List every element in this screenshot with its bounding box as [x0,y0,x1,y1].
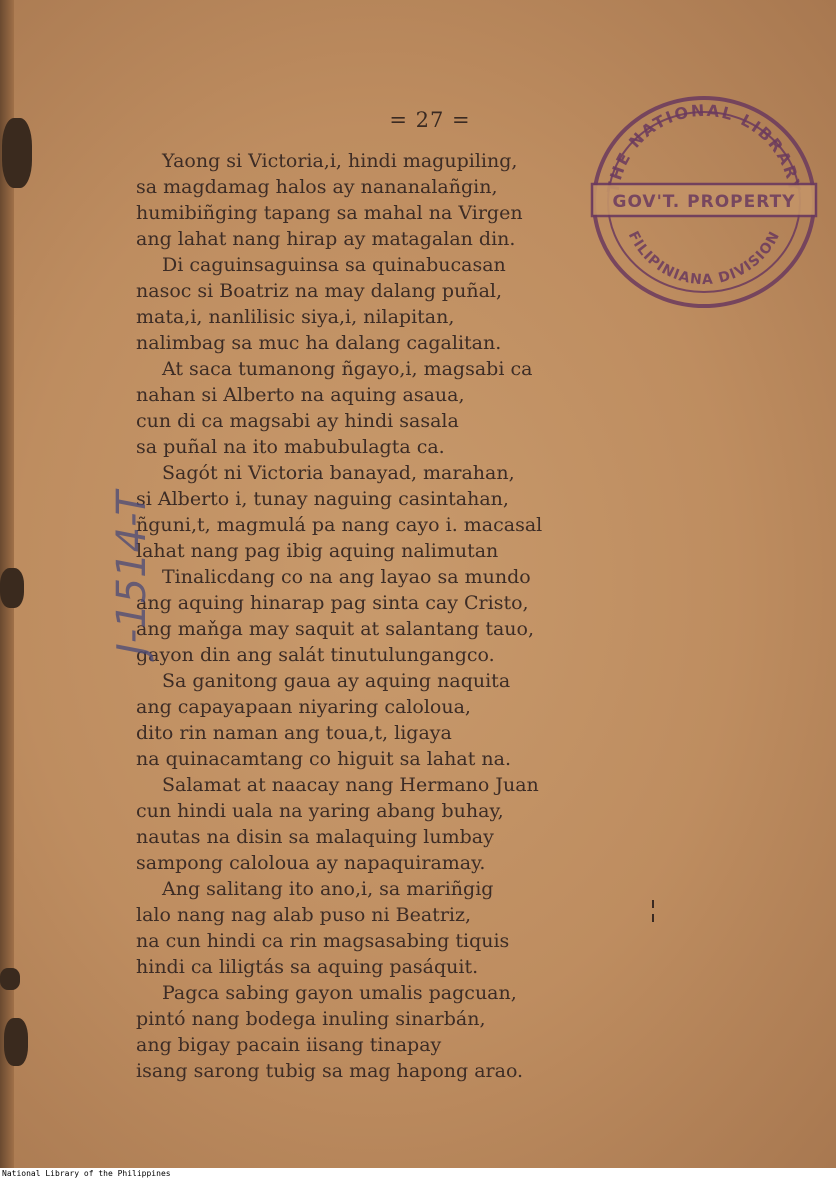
poem-line: cun hindi uala na yaring abang buhay, [136,800,504,822]
poem-line: Sagót ni Victoria banayad, marahan, [162,462,515,484]
poem-line: Tinalicdang co na ang layao sa mundo [162,566,531,588]
ink-blot [2,118,32,188]
stanza [136,772,656,876]
stanza [136,356,656,460]
poem-line: nasoc si Boatriz na may dalang puñal, [136,280,503,302]
poem-line: sampong caloloua ay napaquiramay. [136,852,486,874]
library-stamp [588,90,820,312]
ink-blot [0,968,20,990]
footer-credit: National Library of the Philippines [2,1169,171,1178]
poem-line: dito rin naman ang toua,t, ligaya [136,722,452,744]
poem-line: ang capayapaan niyaring caloloua, [136,696,471,718]
stanza [136,668,656,772]
stamp-band-text: GOV'T. PROPERTY [612,192,796,212]
poem-line: gayon din ang salát tinutulungangco. [136,644,495,666]
stanza [136,460,656,564]
stanza [136,252,656,356]
poem-line: humibiñging tapang sa mahal na Virgen [136,202,523,224]
ink-blot [0,568,24,608]
poem-line: ang maňga may saquit at salantang tauo, [136,618,535,640]
poem-line: si Alberto i, tunay naguing casintahan, [136,488,509,510]
poem-line: nahan si Alberto na aquing asaua, [136,384,465,406]
stanza [136,876,656,980]
poem-line: ang bigay pacain iisang tinapay [136,1034,442,1056]
poem-line: sa puñal na ito mabubulagta ca. [136,436,445,458]
poem-line: Di caguinsaguinsa sa quinabucasan [162,254,506,276]
pencil-accession-number: J-1514-T [108,491,155,655]
poem-line: sa magdamag halos ay nananalañgin, [136,176,498,198]
poem-line: na quinacamtang co higuit sa lahat na. [136,748,511,770]
stamp-bottom-text: FILIPINIANA DIVISION [624,228,784,289]
poem-line: ang lahat nang hirap ay matagalan din. [136,228,516,250]
poem-line: Sa ganitong gaua ay aquing naquita [162,670,511,692]
poem-line: ñguni,t, magmulá pa nang cayo i. macasal [136,514,543,536]
poem-line: nautas na disin sa malaquing lumbay [136,826,494,848]
poem-line: Yaong si Victoria,i, hindi magupiling, [162,150,518,172]
page-number: = 27 = [389,108,471,132]
poem-line: pintó nang bodega inuling sinarbán, [136,1008,486,1030]
ink-blot [4,1018,28,1066]
poem-line: Ang salitang ito ano,i, sa mariñgig [162,878,494,900]
poem-line: Salamat at naacay nang Hermano Juan [162,774,539,796]
poem-line: hindi ca liligtás sa aquing pasáquit. [136,956,479,978]
poem-line: mata,i, nanlilisic siya,i, nilapitan, [136,306,455,328]
poem-body [136,148,656,1084]
poem-line: na cun hindi ca rin magsasabing tiquis [136,930,510,952]
poem-line: Pagca sabing gayon umalis pagcuan, [162,982,517,1004]
stanza [136,564,656,668]
stanza [136,148,656,252]
poem-line: isang sarong tubig sa mag hapong arao. [136,1060,524,1082]
poem-line: ang aquing hinarap pag sinta cay Cristo, [136,592,529,614]
poem-line: lahat nang pag ibig aquing nalimutan [136,540,499,562]
poem-line: At saca tumanong ñgayo,i, magsabi ca [162,358,533,380]
poem-line: nalimbag sa muc ha dalang cagalitan. [136,332,502,354]
poem-line: lalo nang nag alab puso ni Beatriz, [136,904,472,926]
poem-line: cun di ca magsabi ay hindi sasala [136,410,459,432]
stanza [136,980,656,1084]
stamp-top-text: HE NATIONAL LIBRAR [606,100,802,183]
